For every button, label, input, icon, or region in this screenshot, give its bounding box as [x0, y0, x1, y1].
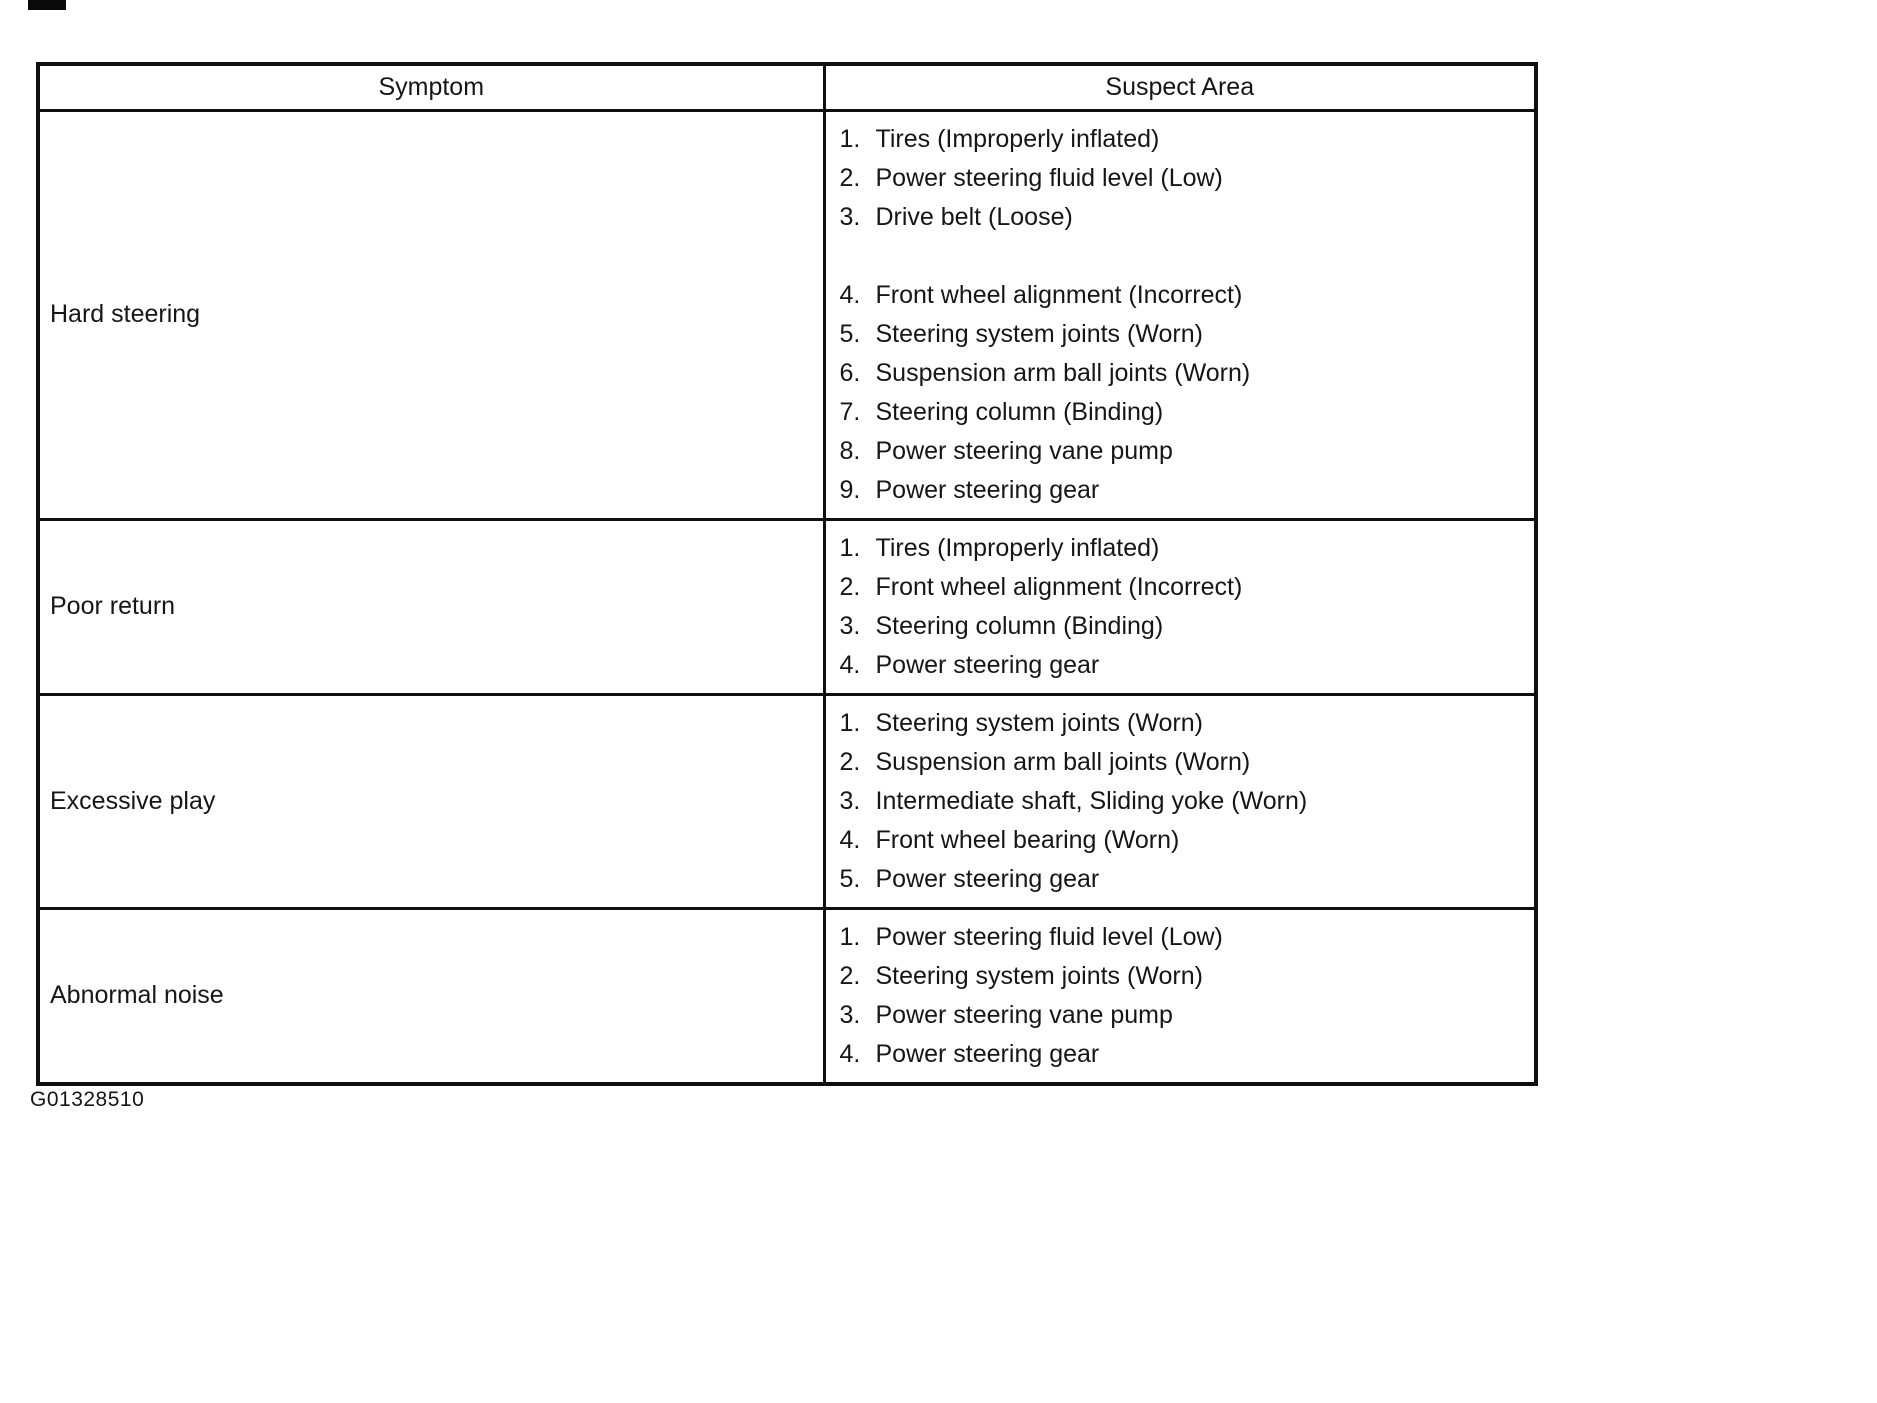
- figure-id: G01328510: [30, 1088, 145, 1111]
- suspect-line: [840, 159, 1535, 198]
- suspect-text: Suspension arm ball joints (Worn): [875, 358, 1251, 387]
- suspect-text: Power steering vane pump: [875, 436, 1173, 465]
- suspect-text: Steering column (Binding): [875, 611, 1164, 640]
- suspect-number: 1.: [839, 124, 861, 153]
- suspect-number: 4.: [839, 650, 861, 679]
- suspect-number: 6.: [839, 358, 861, 387]
- suspect-line: [840, 607, 1535, 646]
- suspect-text: Power steering gear: [875, 475, 1100, 504]
- suspect-number: 3.: [839, 1000, 861, 1029]
- suspect-text: Steering system joints (Worn): [875, 961, 1203, 990]
- symptom-cell: [38, 908, 824, 1084]
- suspect-number: 4.: [839, 280, 861, 309]
- suspect-number: 8.: [839, 436, 861, 465]
- suspect-number: 9.: [839, 475, 861, 504]
- table-header-row: [38, 64, 1536, 110]
- suspect-text: Power steering gear: [875, 864, 1100, 893]
- suspect-line: [840, 860, 1535, 899]
- suspect-number: 5.: [839, 864, 861, 893]
- symptom-cell: [38, 694, 824, 908]
- suspect-line: [840, 198, 1535, 237]
- suspect-text: Power steering fluid level (Low): [875, 163, 1223, 192]
- suspect-area-cell: [824, 519, 1536, 694]
- suspect-line: [840, 354, 1535, 393]
- suspect-line: [840, 568, 1535, 607]
- suspect-line: [840, 646, 1535, 685]
- suspect-text: Power steering vane pump: [875, 1000, 1173, 1029]
- suspect-line: [840, 704, 1535, 743]
- suspect-text: Power steering gear: [875, 650, 1100, 679]
- suspect-number: 3.: [839, 202, 861, 231]
- symptom-cell: [38, 110, 824, 519]
- suspect-line: [840, 393, 1535, 432]
- suspect-line: [840, 276, 1535, 315]
- suspect-line: [840, 957, 1535, 996]
- suspect-text: Front wheel alignment (Incorrect): [875, 572, 1243, 601]
- symptom-label: Excessive play: [50, 786, 216, 815]
- symptom-label: Poor return: [50, 592, 176, 620]
- suspect-number: 2.: [839, 961, 861, 990]
- suspect-line: [840, 471, 1535, 510]
- suspect-line: [840, 120, 1535, 159]
- suspect-line: [840, 432, 1535, 471]
- suspect-line: [840, 918, 1535, 957]
- table-row: [38, 694, 1536, 908]
- suspect-number: 3.: [839, 611, 861, 640]
- suspect-line: [840, 821, 1535, 860]
- symptom-table: [36, 62, 1538, 1086]
- suspect-number: 1.: [839, 922, 861, 951]
- suspect-area-cell: [824, 110, 1536, 519]
- suspect-text: Intermediate shaft, Sliding yoke (Worn): [875, 786, 1308, 815]
- suspect-text: Steering column (Binding): [875, 397, 1164, 426]
- symptom-cell: [38, 519, 824, 694]
- symptom-label: Hard steering: [50, 300, 201, 328]
- table-row: [38, 110, 1536, 519]
- suspect-text: Steering system joints (Worn): [875, 708, 1203, 737]
- suspect-text: Steering system joints (Worn): [875, 319, 1203, 348]
- suspect-number: 7.: [839, 397, 861, 426]
- suspect-number: 2.: [839, 163, 861, 192]
- suspect-text: Power steering fluid level (Low): [875, 922, 1223, 951]
- suspect-number: 2.: [839, 747, 861, 776]
- suspect-text: Front wheel alignment (Incorrect): [875, 280, 1243, 309]
- suspect-line: [840, 782, 1535, 821]
- suspect-number: 4.: [839, 825, 861, 854]
- suspect-number: 5.: [839, 319, 861, 348]
- suspect-area-cell: [824, 908, 1536, 1084]
- symptom-label: Abnormal noise: [50, 981, 224, 1009]
- suspect-line: [840, 1035, 1535, 1074]
- suspect-text: Power steering gear: [875, 1039, 1100, 1068]
- suspect-text: Tires (Improperly inflated): [875, 533, 1160, 562]
- table-row: [38, 908, 1536, 1084]
- suspect-number: 1.: [839, 708, 861, 737]
- header-suspect-area: Suspect Area: [824, 64, 1536, 110]
- suspect-line: [840, 996, 1535, 1035]
- suspect-line: [840, 529, 1535, 568]
- suspect-number: 2.: [839, 572, 861, 601]
- suspect-line: [840, 315, 1535, 354]
- suspect-text: Suspension arm ball joints (Worn): [875, 747, 1251, 776]
- suspect-number: 1.: [839, 533, 861, 562]
- table-row: [38, 519, 1536, 694]
- suspect-number: 3.: [839, 786, 861, 815]
- scan-artifact: [28, 0, 66, 10]
- suspect-area-cell: [824, 694, 1536, 908]
- suspect-text: Drive belt (Loose): [875, 202, 1073, 231]
- suspect-text: Front wheel bearing (Worn): [875, 825, 1180, 854]
- suspect-line-spacer: [840, 237, 1535, 276]
- suspect-number: 4.: [839, 1039, 861, 1068]
- suspect-text: Tires (Improperly inflated): [875, 124, 1160, 153]
- suspect-line: [840, 743, 1535, 782]
- header-symptom: Symptom: [38, 64, 824, 110]
